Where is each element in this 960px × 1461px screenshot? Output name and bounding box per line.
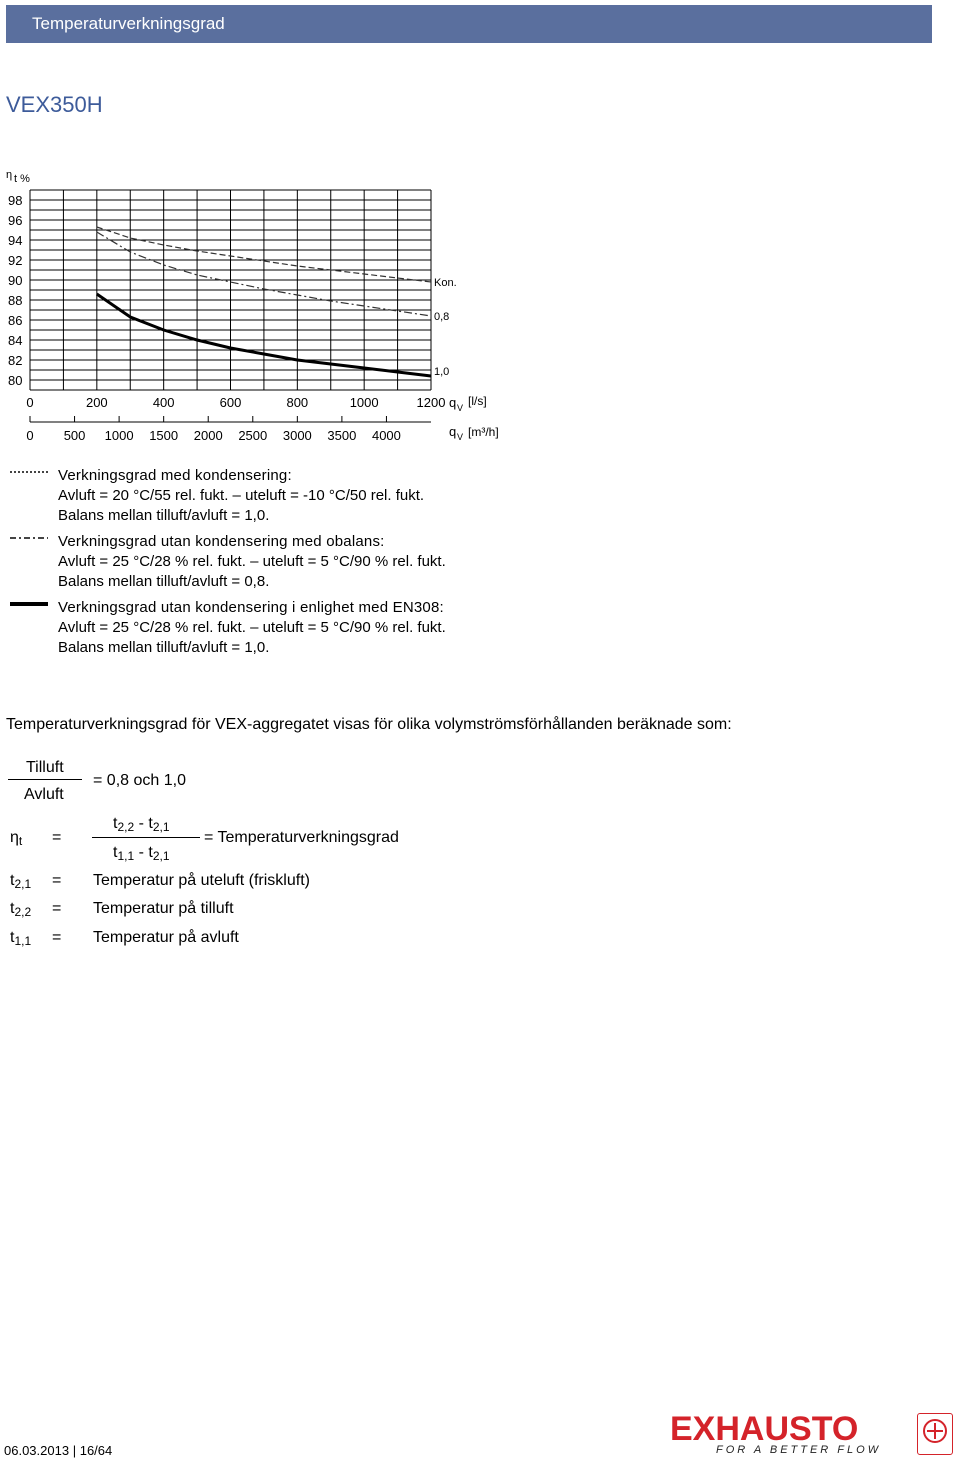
y-tick-label: 84 (8, 333, 23, 348)
legend-line-1a: Avluft = 20 °C/55 rel. fukt. – uteluft = -10 °C/50 rel. fukt. (58, 487, 425, 504)
legend-swatch-solid (10, 598, 48, 610)
x-tick-label-m3h: 3000 (282, 428, 312, 443)
def-text-2: Temperatur på tilluft (93, 900, 234, 917)
y-axis-label-unit: t % (14, 173, 30, 185)
ratio-fraction-line (8, 779, 82, 780)
efficiency-result: = Temperaturverkningsgrad (204, 829, 399, 846)
header-title: Temperaturverkningsgrad (32, 14, 225, 33)
x-tick-label-ls: 400 (152, 395, 175, 410)
footer-date: 06.03.2013 (4, 1443, 70, 1458)
x-tick-label-m3h: 500 (63, 428, 86, 443)
x-axis-label-m3h-unit: [m³/h] (468, 425, 499, 439)
x-tick-label-ls: 0 (26, 395, 34, 410)
footer-separator: | (72, 1443, 77, 1458)
legend-title-1: Verkningsgrad med kondensering: (58, 467, 292, 484)
def-text-1: Temperatur på uteluft (friskluft) (93, 872, 310, 889)
x-axis-label-ls-sub: V (457, 403, 464, 413)
x-tick-label-ls: 600 (219, 395, 242, 410)
x-tick-label-m3h: 3500 (327, 428, 357, 443)
ratio-result: = 0,8 och 1,0 (93, 772, 186, 789)
x-tick-label-ls: 1200 (416, 395, 446, 410)
legend-line-3b: Balans mellan tilluft/avluft = 1,0. (58, 639, 270, 656)
legend-line-1b: Balans mellan tilluft/avluft = 1,0. (58, 507, 270, 524)
x-axis-label-m3h: q (449, 424, 457, 439)
x-tick-label-m3h: 1000 (104, 428, 134, 443)
footer-page: 16/64 (79, 1443, 113, 1458)
legend-title-3: Verkningsgrad utan kondensering i enlighet med EN308: (58, 599, 444, 616)
y-axis-label-symbol: η (6, 169, 13, 181)
x-tick-label-m3h: 2000 (193, 428, 223, 443)
x-axis-label-ls: q (449, 395, 457, 410)
def-symbol-3: $t_{1,1}$ (10, 929, 32, 948)
ratio-denominator: Avluft (24, 786, 64, 803)
y-tick-label: 86 (8, 313, 23, 328)
logo-wordmark: EXHAUSTO (670, 1410, 859, 1448)
x-tick-label-ls: 800 (286, 395, 309, 410)
y-tick-label: 80 (8, 373, 23, 388)
y-tick-label: 98 (8, 193, 23, 208)
intro-text: Temperaturverkningsgrad för VEX-aggregatet visas för olika volymströmsförhållanden beräknade som: (6, 716, 732, 733)
x-tick-label-m3h: 1500 (149, 428, 179, 443)
legend-item-2 (58, 532, 446, 592)
x-tick-label-m3h: 2500 (238, 428, 268, 443)
def-equals-1: = (52, 872, 62, 889)
footer (4, 1443, 112, 1458)
efficiency-chart (0, 160, 530, 450)
def-text-3: Temperatur på avluft (93, 929, 239, 946)
legend-line-3a: Avluft = 25 °C/28 % rel. fukt. – uteluft = 5 °C/90 % rel. fukt. (58, 619, 446, 636)
legend-line-2b: Balans mellan tilluft/avluft = 0,8. (58, 573, 270, 590)
x-axis-label-ls-unit: [l/s] (468, 394, 487, 408)
page-header (6, 5, 932, 43)
x-tick-label-m3h: 0 (26, 428, 34, 443)
x-tick-label-ls: 200 (85, 395, 108, 410)
efficiency-denominator: $t_{1,1} - t_{2,1}$ (113, 844, 170, 863)
ratio-numerator: Tilluft (26, 759, 64, 776)
series-label-1: Kon. (434, 277, 457, 289)
def-equals-3: = (52, 929, 62, 946)
efficiency-numerator: $t_{2,2} - t_{2,1}$ (113, 815, 170, 834)
legend-title-2: Verkningsgrad utan kondensering med obalans: (58, 533, 385, 550)
y-tick-label: 88 (8, 293, 23, 308)
x-axis-label-m3h-sub: V (457, 432, 464, 442)
legend-item-3 (58, 598, 446, 658)
model-title: VEX350H (6, 92, 103, 117)
series-label-2: 0,8 (434, 311, 450, 323)
eta-equals: = (52, 829, 62, 846)
series-label-3: 1,0 (434, 366, 450, 378)
def-symbol-1: $t_{2,1}$ (10, 872, 32, 891)
legend-line-2a: Avluft = 25 °C/28 % rel. fukt. – uteluft = 5 °C/90 % rel. fukt. (58, 553, 446, 570)
x-tick-label-m3h: 4000 (371, 428, 401, 443)
y-tick-label: 90 (8, 273, 23, 288)
exhausto-logo (670, 1410, 955, 1460)
y-tick-label: 82 (8, 353, 23, 368)
legend-swatch-dashdot (10, 532, 48, 544)
y-tick-label: 96 (8, 213, 23, 228)
legend-item-1 (58, 466, 424, 526)
eta-symbol: $\eta_t$ (10, 829, 23, 848)
x-tick-label-ls: 1000 (349, 395, 379, 410)
y-tick-label: 92 (8, 253, 23, 268)
def-equals-2: = (52, 900, 62, 917)
def-symbol-2: $t_{2,2}$ (10, 900, 32, 919)
logo-badge-icon (917, 1413, 953, 1455)
y-tick-label: 94 (8, 233, 23, 248)
legend-swatch-dotted (10, 466, 48, 478)
efficiency-fraction-line (92, 837, 200, 838)
logo-tagline: FOR A BETTER FLOW (716, 1444, 882, 1456)
